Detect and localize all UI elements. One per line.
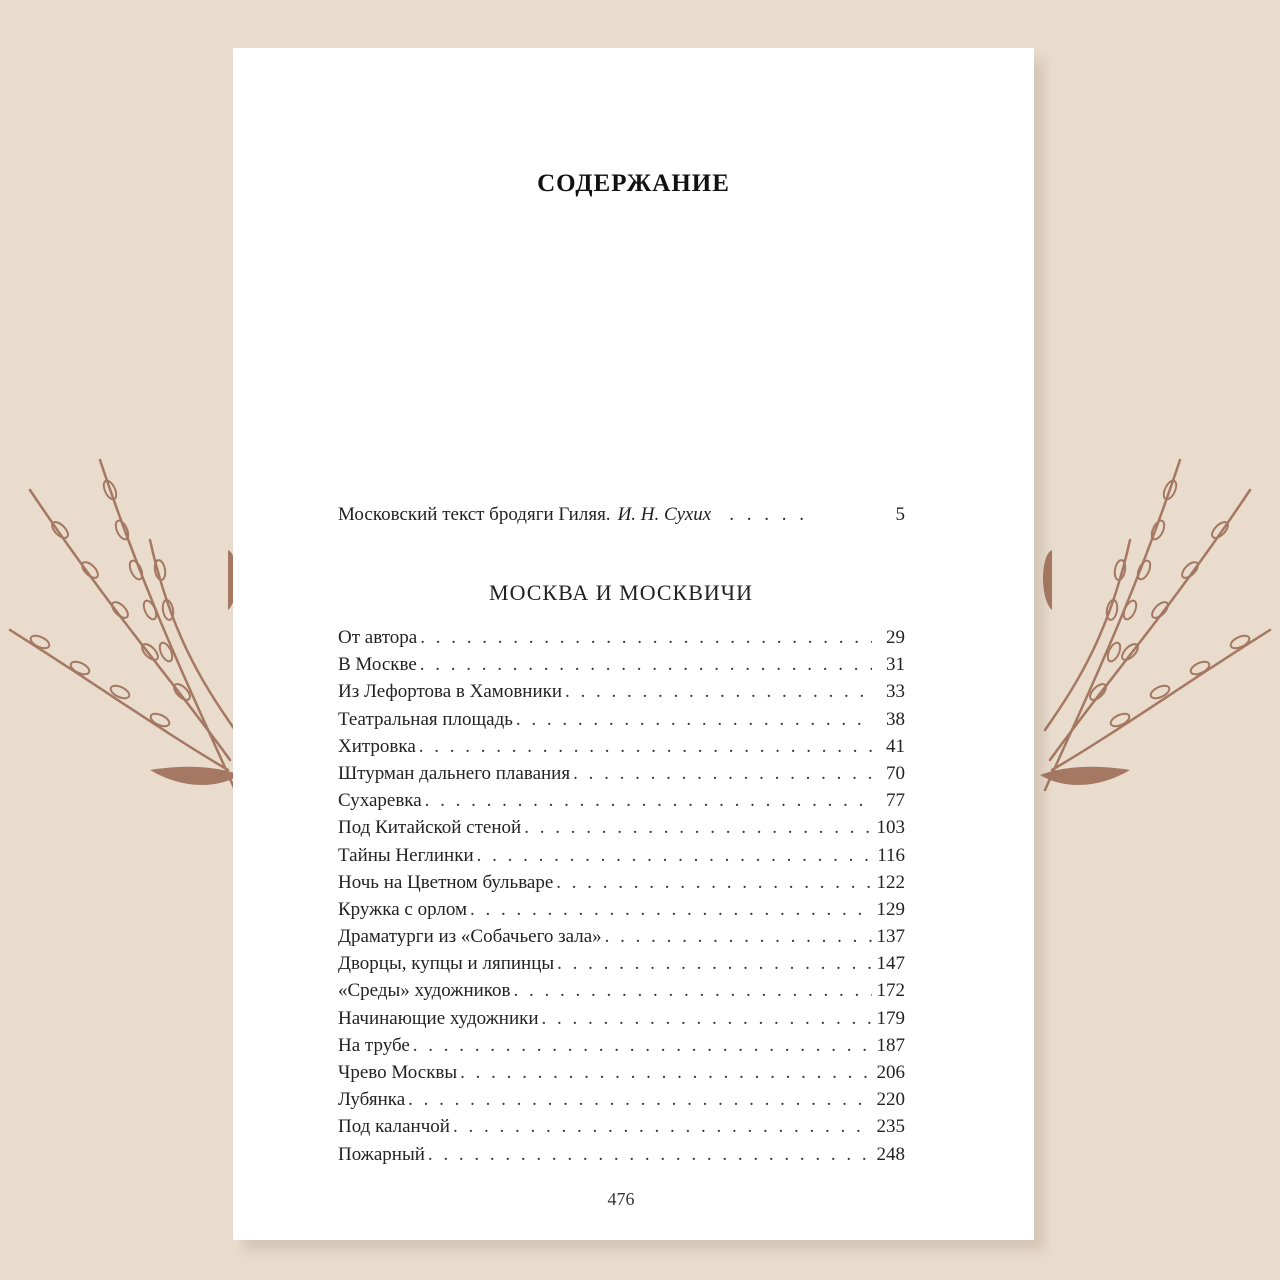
toc-entry-page: 235 (876, 1116, 905, 1138)
toc-entry (338, 1086, 905, 1113)
toc-entry-page: 187 (876, 1034, 905, 1056)
book-page (233, 48, 1034, 1240)
toc-entry-leader (516, 706, 872, 733)
toc-entry-page: 248 (876, 1143, 905, 1165)
toc-entry-page: 38 (886, 708, 905, 730)
toc-entry-page: 116 (877, 844, 905, 866)
toc-entry-title: Тайны Неглинки (338, 844, 474, 866)
toc-entry (338, 869, 905, 896)
toc-entry (338, 842, 905, 869)
toc-entry (338, 1113, 905, 1140)
toc-entry-leader (425, 787, 872, 814)
toc-entry-page: 103 (876, 817, 905, 839)
toc-entry-leader (470, 896, 872, 923)
toc-entry (338, 896, 905, 923)
toc-list (338, 624, 905, 1168)
toc-entry (338, 733, 905, 760)
toc-entry-leader (419, 733, 872, 760)
section-title: МОСКВА И МОСКВИЧИ (489, 580, 753, 605)
toc-entry (338, 1059, 905, 1086)
toc-entry-title: Сухаревка (338, 790, 422, 812)
toc-entry (338, 787, 905, 814)
toc-entry (338, 923, 905, 950)
toc-entry-leader (420, 624, 872, 651)
toc-entry (338, 814, 905, 841)
toc-entry-page: 41 (886, 735, 905, 757)
toc-entry-page: 206 (876, 1062, 905, 1083)
toc-entry-leader (514, 977, 872, 1004)
toc-entry-leader (413, 1032, 872, 1059)
toc-entry-title: «Среды» художников (338, 980, 511, 1002)
toc-entry-leader (408, 1086, 872, 1113)
toc-entry-title: Штурман дальнего плавания (338, 762, 571, 784)
toc-entry-title: Начинающие художники (338, 1007, 539, 1029)
toc-entry-leader (565, 678, 872, 705)
toc-entry-leader (428, 1141, 872, 1168)
intro-entry-leader: . . . . . (729, 504, 808, 525)
toc-entry-title: В Москве (338, 654, 417, 676)
toc-entry-leader (556, 869, 872, 896)
toc-entry-title: Ночь на Цветном бульваре (338, 871, 554, 893)
intro-entry-page: 5 (895, 504, 905, 525)
toc-entry-leader (557, 950, 872, 977)
toc-entry (338, 678, 905, 705)
toc-entry-leader (477, 842, 872, 869)
toc-entry-title: Лубянка (338, 1089, 406, 1111)
toc-entry-page: 179 (876, 1007, 905, 1029)
toc-entry-title: Пожарный (338, 1143, 425, 1165)
toc-entry-title: Кружка с орлом (338, 898, 468, 920)
contents-title: СОДЕРЖАНИЕ (537, 170, 730, 197)
toc-entry-leader (542, 1005, 872, 1032)
intro-entry-author: И. Н. Сухих (617, 504, 712, 525)
toc-entry-leader (420, 651, 872, 678)
toc-entry-title: Под Китайской стеной (338, 817, 522, 839)
toc-entry-page: 137 (876, 926, 905, 948)
toc-entry-leader (453, 1113, 872, 1140)
intro-entry-title: Московский текст бродяги Гиляя. (338, 504, 611, 525)
page-number: 476 (607, 1189, 635, 1209)
toc-entry-title: Дворцы, купцы и ляпинцы (338, 953, 555, 975)
toc-entry-page: 70 (886, 762, 905, 784)
intro-entry (338, 504, 905, 526)
toc-entry (338, 1005, 905, 1032)
toc-entry-leader (524, 814, 872, 841)
toc-entry (338, 760, 905, 787)
toc-entry (338, 1141, 905, 1168)
toc-entry-title: Драматурги из «Собачьего зала» (338, 926, 602, 948)
toc-entry-page: 31 (886, 654, 905, 676)
toc-entry (338, 977, 905, 1004)
toc-entry (338, 624, 905, 651)
toc-entry-page: 33 (886, 681, 905, 703)
toc-entry-title: Под каланчой (338, 1116, 450, 1138)
toc-entry-title: Из Лефортова в Хамовники (338, 681, 563, 703)
toc-entry-page: 172 (876, 980, 905, 1002)
toc-entry (338, 651, 905, 678)
toc-entry-leader (573, 760, 872, 787)
toc-entry-page: 129 (876, 898, 905, 920)
toc-entry-page: 147 (876, 953, 905, 975)
toc-entry-leader (460, 1059, 872, 1086)
toc-entry-title: Хитровка (338, 735, 416, 757)
toc-entry (338, 1032, 905, 1059)
toc-entry-page: 220 (876, 1089, 905, 1111)
toc-entry-page: 77 (886, 790, 905, 812)
willow-branch-left-illustration (0, 430, 260, 810)
toc-entry (338, 706, 905, 733)
toc-entry-leader (605, 923, 872, 950)
toc-entry-title: Чрево Москвы (338, 1062, 458, 1083)
willow-branch-right-illustration (1020, 430, 1280, 810)
toc-entry-title: На трубе (338, 1034, 410, 1056)
toc-entry-title: Театральная площадь (338, 708, 513, 730)
toc-entry-page: 122 (876, 871, 905, 893)
toc-entry (338, 950, 905, 977)
toc-entry-title: От автора (338, 627, 418, 648)
toc-entry-page: 29 (886, 627, 905, 648)
